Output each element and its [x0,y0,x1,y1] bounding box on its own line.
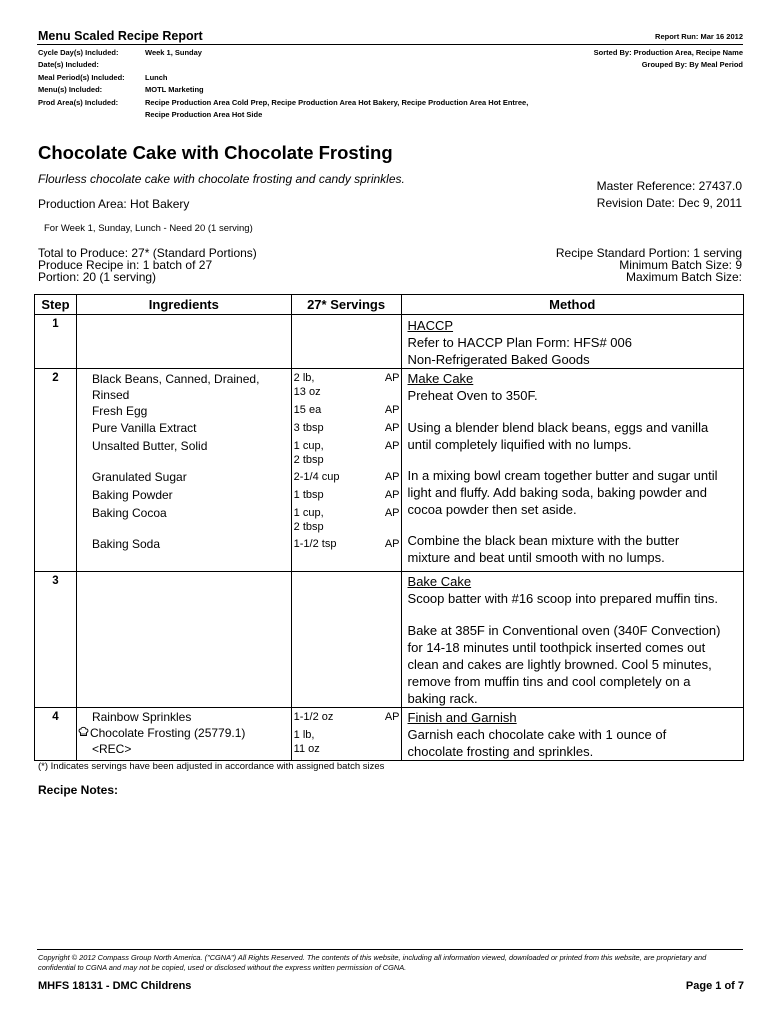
report-meta [38,47,545,121]
quantity: 1 lb, [293,729,315,741]
sort-group-info [594,47,743,72]
meta-key: Menu(s) Included: [38,85,103,95]
method-line: In a mixing bowl cream together butter and sugar until [407,468,718,483]
method-title: Make Cake [407,371,474,386]
method-line: light and fluffy. Add baking soda, baking powder and [407,485,707,500]
production-totals [38,247,257,283]
ap-flag: AP [384,507,400,519]
ingredient: <REC> [91,742,132,756]
quantity: 2-1/4 cup [293,471,340,483]
method-line: Bake at 385F in Conventional oven (340F Convection) [407,623,721,638]
method-cell [401,708,743,761]
meta-value: Lunch [145,72,168,82]
master-reference: Master Reference: 27437.0 [596,179,742,193]
chef-hat-icon [78,725,90,741]
table-row [35,708,744,761]
quantity: 1 cup, [293,507,324,519]
reference-info [597,178,742,212]
footer-location: MHFS 18131 - DMC Childrens [38,980,192,992]
ingredients-cell [76,315,291,369]
ap-flag: AP [384,471,400,483]
ingredients-cell [76,572,291,708]
method-line: Using a blender blend black beans, eggs and vanilla [407,420,709,435]
recipe-title: Chocolate Cake with Chocolate Frosting [38,142,393,163]
quantity: 2 tbsp [293,521,324,533]
total-to-produce: Total to Produce: 27* (Standard Portions) [38,246,257,260]
report-title: Menu Scaled Recipe Report [38,29,203,43]
method-line: cocoa powder then set aside. [407,502,577,517]
quantity: 2 lb, [293,372,315,384]
method-line: Scoop batter with #16 scoop into prepared muffin tins. [407,591,719,606]
table-row [35,369,744,572]
servings-cell [291,572,401,708]
meta-value [145,59,545,71]
servings-cell [291,315,401,369]
ingredient: Baking Soda [91,537,161,551]
ap-flag: AP [384,404,400,416]
ap-flag: AP [384,422,400,434]
ingredient: Unsalted Butter, Solid [91,439,208,453]
method-line: for 14-18 minutes until toothpick inserted comes out [407,640,706,655]
quantity: 3 tbsp [293,422,324,434]
method-cell [401,315,743,369]
ap-flag: AP [384,372,400,384]
ingredient: Baking Cocoa [91,506,167,520]
method-line: Garnish each chocolate cake with 1 ounce of [407,727,667,742]
method-line: remove from muffin tins and cool completely on a [407,674,691,689]
quantity: 2 tbsp [293,454,324,466]
ap-flag: AP [384,440,400,452]
meta-key: Date(s) Included: [38,60,99,70]
quantity: 1 cup, [293,440,324,452]
quantity: 1-1/2 oz [293,711,334,723]
method-line: chocolate frosting and sprinkles. [407,744,594,759]
method-line: Combine the black bean mixture with the butter [407,533,680,548]
ap-flag: AP [384,711,400,723]
ingredient: Fresh Egg [91,404,148,418]
standard-portion: Recipe Standard Portion: 1 serving [555,246,742,260]
table-row [35,572,744,708]
method-cell [401,369,743,572]
table-row [35,315,744,369]
maximum-batch: Maximum Batch Size: [625,270,742,284]
footer-divider [37,949,743,950]
quantity: 15 ea [293,404,322,416]
header-method: Method [401,295,743,315]
method-title: Bake Cake [407,574,472,589]
ingredient: Chocolate Frosting (25779.1) [89,726,246,740]
ingredient: Granulated Sugar [91,470,187,484]
produce-recipe-in: Produce Recipe in: 1 batch of 27 [38,258,213,272]
report-run-date: Report Run: Mar 16 2012 [655,32,743,41]
meta-value: Recipe Production Area Cold Prep, Recipe Production Area Hot Bakery, Recipe Production Area Hot Entree, Recipe Production Area Hot Side [145,97,529,120]
page-number: Page 1 of 7 [685,980,744,992]
quantity: 1 tbsp [293,489,324,501]
method-title: HACCP [407,318,454,333]
step-number: 4 [35,708,77,761]
method-line: clean and cakes are lightly browned. Cool 5 minutes, [407,657,712,672]
ap-flag: AP [384,489,400,501]
step-number: 2 [35,369,77,572]
meta-key: Prod Area(s) Included: [38,97,119,107]
meta-value: Week 1, Sunday [145,48,202,57]
ingredient: Pure Vanilla Extract [91,421,197,435]
servings-cell [291,708,401,761]
servings-footnote: (*) Indicates servings have been adjusted in accordance with assigned batch sizes [38,761,385,772]
ingredients-cell [76,369,291,572]
ingredients-cell [76,708,291,761]
method-line: Preheat Oven to 350F. [407,388,538,403]
production-area: Production Area: Hot Bakery [38,197,190,211]
header-servings: 27* Servings [291,295,401,315]
meta-key: Cycle Day(s) Included: [38,48,119,57]
ingredient: Baking Powder [91,488,173,502]
method-title: Finish and Garnish [407,710,517,725]
sorted-by: Sorted By: Production Area, Recipe Name [593,48,743,57]
ap-flag: AP [384,538,400,550]
copyright-notice: Copyright © 2012 Compass Group North America. ("CGNA") All Rights Reserved. The contents of this website, including all information viewed, downloaded or printed from this website, are proprietary and confidential to CGNA and may not be copied, used or disclosed without the express written permission of CGNA. [38,953,707,972]
header-step: Step [35,295,77,315]
method-line: Non-Refrigerated Baked Goods [407,352,590,367]
ingredient: Rainbow Sprinkles [91,710,192,724]
servings-cell [291,369,401,572]
ingredient: Rinsed [91,388,130,402]
header-divider [37,44,743,45]
quantity: 13 oz [293,386,321,398]
minimum-batch: Minimum Batch Size: 9 [619,258,742,272]
revision-date: Revision Date: Dec 9, 2011 [596,196,742,210]
for-line: For Week 1, Sunday, Lunch - Need 20 (1 serving) [44,223,253,234]
method-line: Refer to HACCP Plan Form: HFS# 006 [407,335,632,350]
quantity: 1-1/2 tsp [293,538,337,550]
grouped-by: Grouped By: By Meal Period [641,60,743,70]
ingredient: Black Beans, Canned, Drained, [91,372,260,386]
method-line: mixture and beat until smooth with no lumps. [407,550,665,565]
meta-key: Meal Period(s) Included: [38,72,125,82]
recipe-description: Flourless chocolate cake with chocolate frosting and candy sprinkles. [38,172,405,186]
step-number: 3 [35,572,77,708]
step-number: 1 [35,315,77,369]
recipe-notes-label: Recipe Notes: [38,783,119,797]
portion: Portion: 20 (1 serving) [38,270,157,284]
method-line: baking rack. [407,691,478,706]
meta-value: MOTL Marketing [145,85,204,95]
recipe-table [34,294,744,761]
batch-info [556,247,742,283]
header-ingredients: Ingredients [76,295,291,315]
method-cell [401,572,743,708]
quantity: 11 oz [293,743,320,755]
method-line: until completely liquified with no lumps. [407,437,632,452]
